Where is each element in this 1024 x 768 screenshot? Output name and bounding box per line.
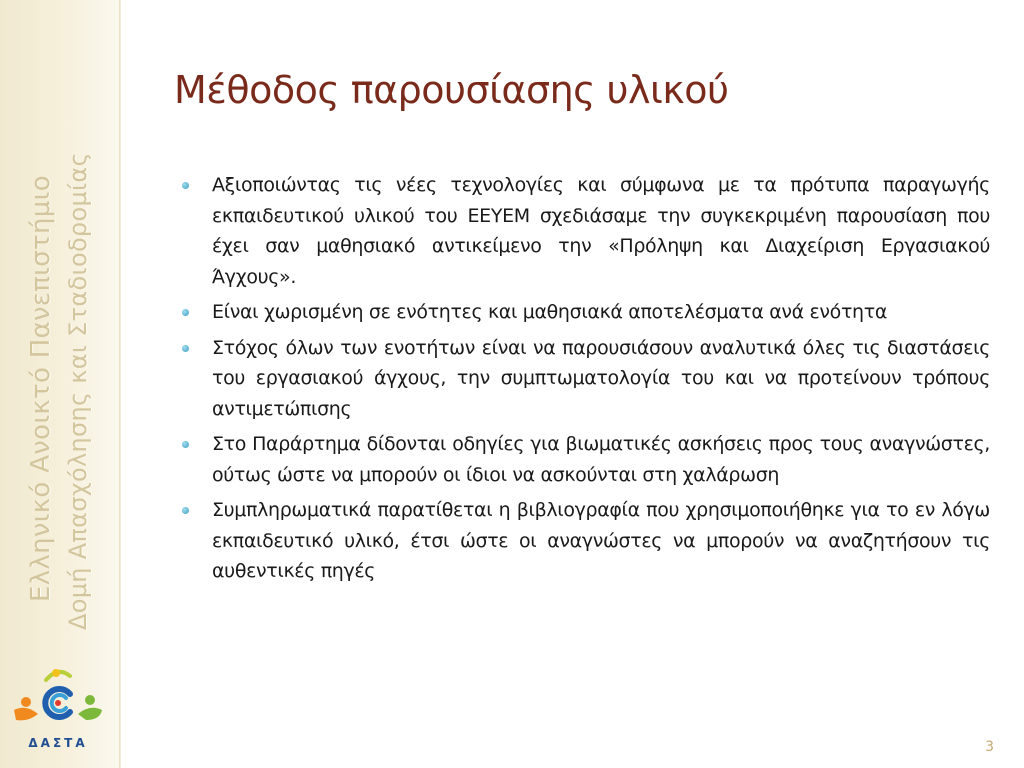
- bullet-icon: [182, 182, 189, 189]
- bullet-list: [182, 170, 990, 592]
- list-item: [182, 297, 990, 328]
- page-number: 3: [985, 739, 994, 755]
- university-name-vertical: Ελληνικό Ανοικτό Πανεπιστήμιο: [26, 175, 56, 602]
- list-item: [182, 429, 990, 490]
- list-item: [182, 495, 990, 587]
- bullet-icon: [182, 441, 189, 448]
- bullet-icon: [182, 345, 189, 352]
- dasta-logo: [12, 664, 104, 754]
- bullet-text: Είναι χωρισμένη σε ενότητες και μαθησιακά αποτελέσματα ανά ενότητα: [212, 301, 888, 323]
- bullet-text: Στόχος όλων των ενοτήτων είναι να παρουσιάσουν αναλυτικά όλες τις διαστάσεις του εργασιακού άγχους, την συμπτωματολογία του και να προτείνουν τρόπους αντιμετώπισης: [212, 336, 990, 420]
- slide-title: Μέθοδος παρουσίασης υλικού: [174, 68, 729, 112]
- dasta-logo-icon: [12, 664, 104, 736]
- list-item: [182, 170, 990, 292]
- list-item: [182, 333, 990, 425]
- department-name-vertical: Δομή Απασχόλησης και Σταδιοδρομίας: [64, 152, 92, 630]
- sidebar-divider: [119, 0, 121, 768]
- bullet-text: Συμπληρωματικά παρατίθεται η βιβλιογραφία που χρησιμοποιήθηκε για το εν λόγω εκπαιδευτικό υλικό, έτσι ώστε οι αναγνώστες να μπορούν να αναζητήσουν τις αυθεντικές πηγές: [212, 499, 990, 582]
- bullet-text: Αξιοποιώντας τις νέες τεχνολογίες και σύμφωνα με τα πρότυπα παραγωγής εκπαιδευτικού υλικού του ΕΕΥΕΜ σχεδιάσαμε την συγκεκριμένη παρουσίαση που έχει σαν μαθησιακό αντικείμενο την «Πρόληψη και Διαχείριση Εργασιακού Άγχους».: [212, 174, 990, 288]
- bullet-icon: [182, 507, 189, 514]
- sidebar-panel: [0, 0, 119, 768]
- bullet-icon: [182, 309, 189, 316]
- logo-label: ΔΑΣΤΑ: [28, 736, 88, 750]
- bullet-text: Στο Παράρτημα δίδονται οδηγίες για βιωματικές ασκήσεις προς τους αναγνώστες, ούτως ώστε να μπορούν οι ίδιοι να ασκούνται στη χαλάρωση: [212, 433, 990, 486]
